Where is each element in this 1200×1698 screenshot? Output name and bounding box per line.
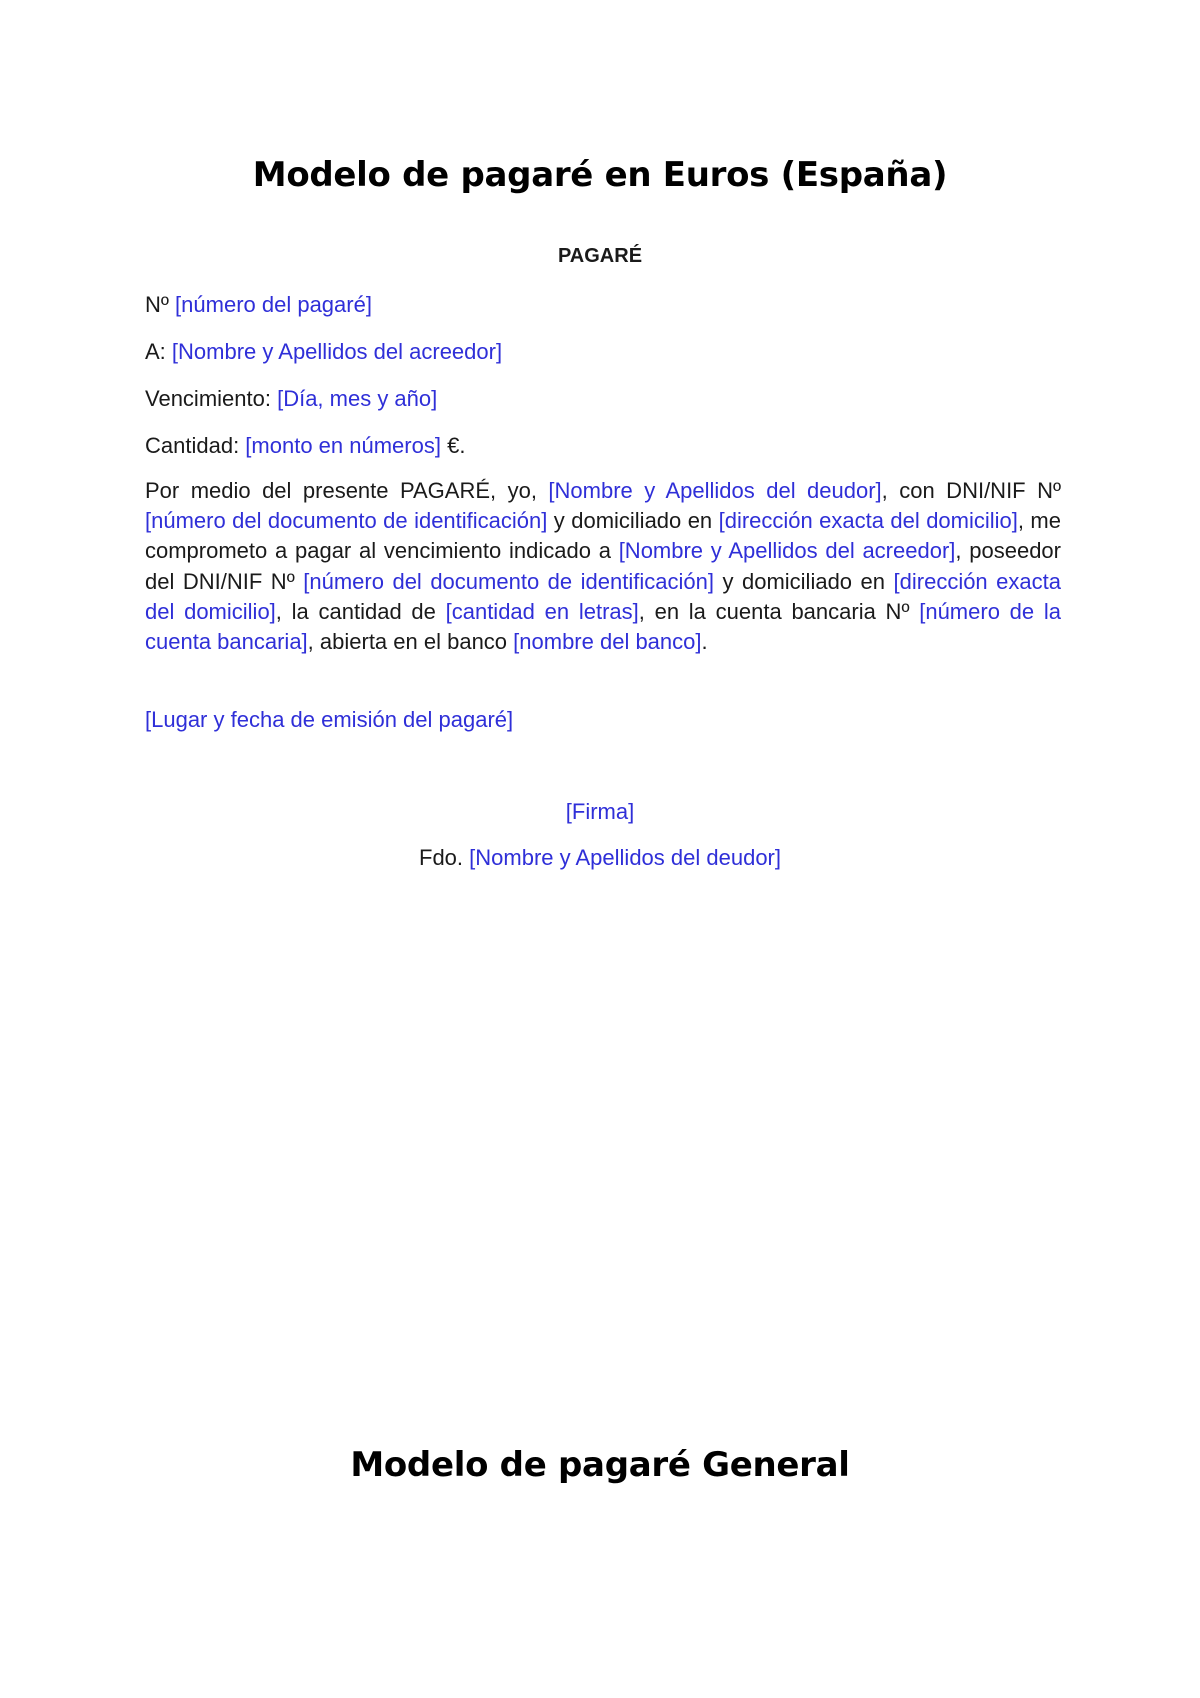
body-text: , con DNI/NIF Nº <box>881 478 1061 503</box>
signed-by-line <box>0 843 1200 873</box>
body-text: Por medio del presente PAGARÉ, yo, <box>145 478 549 503</box>
body-text: . <box>701 629 708 655</box>
due-date-line <box>145 384 437 414</box>
pagare-heading: PAGARÉ <box>557 245 643 267</box>
second-document-title: Modelo de pagaré General <box>350 1445 850 1485</box>
body-placeholder: [cantidad en letras] <box>445 598 639 624</box>
body-placeholder: [número del documento de identificación] <box>303 568 714 594</box>
body-placeholder: [número de la cuenta bancaria] <box>145 598 1061 655</box>
creditor-placeholder: [Nombre y Apellidos del acreedor] <box>171 339 503 364</box>
body-placeholder: [dirección exacta del domicilio] <box>718 508 1018 534</box>
creditor-line <box>145 337 502 367</box>
creditor-label: A: <box>145 339 172 364</box>
signed-by-label: Fdo. <box>419 845 470 870</box>
body-placeholder: [Nombre y Apellidos del deudor] <box>548 478 882 503</box>
body-text: y domiciliado en <box>713 568 894 594</box>
body-text: , en la cuenta bancaria Nº <box>638 598 920 624</box>
number-label: Nº <box>145 292 176 317</box>
body-text: , poseedor del DNI/NIF Nº <box>145 538 1061 594</box>
number-line <box>145 290 372 320</box>
number-placeholder: [número del pagaré] <box>175 292 372 317</box>
place-date-placeholder: [Lugar y fecha de emisión del pagaré] <box>145 707 514 732</box>
body-text: , abierta en el banco <box>307 629 514 655</box>
amount-line <box>145 431 465 461</box>
body-placeholder: [nombre del banco] <box>513 629 702 655</box>
amount-suffix: €. <box>440 433 466 458</box>
body-paragraph <box>145 476 1061 657</box>
body-placeholder: [número del documento de identificación] <box>145 508 548 534</box>
amount-placeholder: [monto en números] <box>245 433 441 458</box>
body-placeholder: [Nombre y Apellidos del acreedor] <box>618 538 956 564</box>
body-text: y domiciliado en <box>547 508 719 534</box>
body-text: , la cantidad de <box>275 598 446 624</box>
signature-placeholder: [Firma] <box>565 799 635 824</box>
body-placeholder: [dirección exacta del domicilio] <box>145 568 1061 624</box>
due-date-placeholder: [Día, mes y año] <box>277 386 438 411</box>
signed-by-placeholder: [Nombre y Apellidos del deudor] <box>469 845 781 870</box>
due-date-label: Vencimiento: <box>145 386 278 411</box>
amount-label: Cantidad: <box>145 433 246 458</box>
body-text: , me comprometo a pagar al vencimiento indicado a <box>145 508 1061 564</box>
document-title: Modelo de pagaré en Euros (España) <box>252 155 948 195</box>
